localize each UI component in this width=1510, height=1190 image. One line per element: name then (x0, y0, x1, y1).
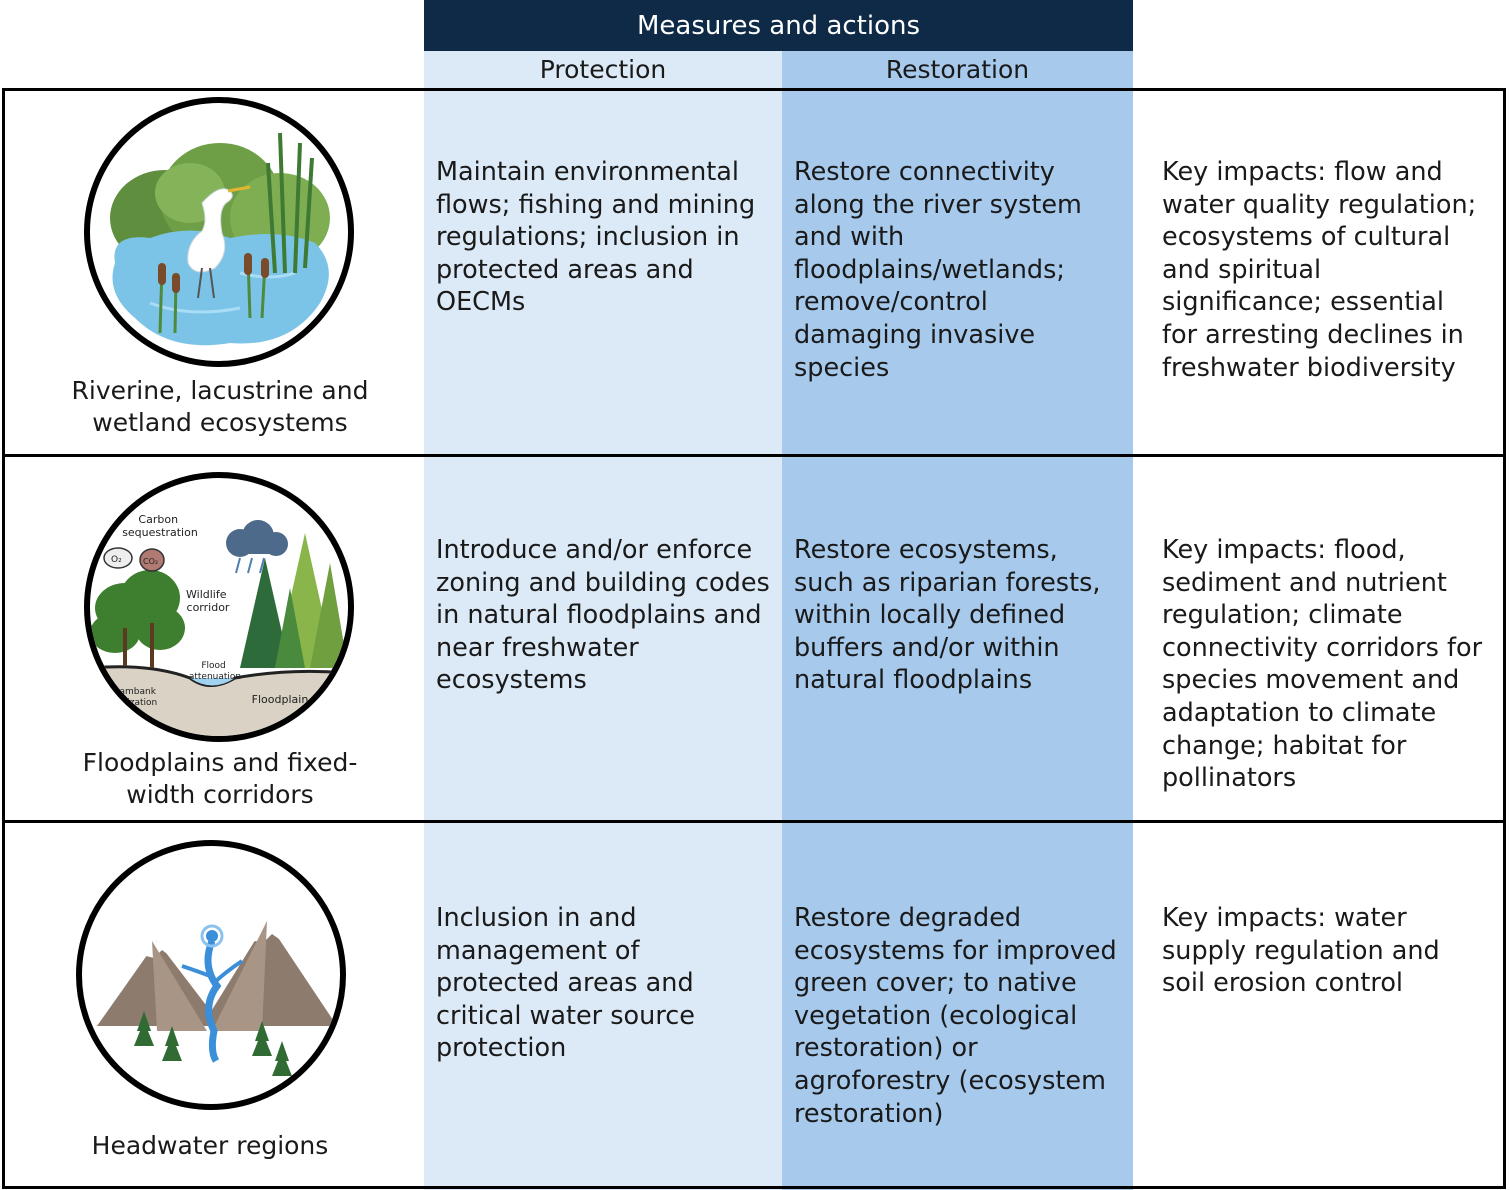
wildlife-label-line: Wildlife (186, 588, 227, 601)
floodplain-label: Floodplain (251, 693, 309, 706)
streambank-label-line: stabilization (102, 698, 158, 708)
flood-label-line: Flood (201, 661, 226, 671)
impacts-text: Key impacts: flow and water quality regulation; ecosystems of cultural and spiritual significance; essential for arresting declines in freshwater biodiversity (1162, 157, 1477, 383)
floodplain-icon (84, 472, 354, 742)
impacts-text: Key impacts: flood, sediment and nutrient regulation; climate connectivity corridors for species movement and adaptation to climate change; habitat for pollinators (1162, 535, 1483, 794)
flood-label (189, 661, 241, 682)
mountain-headwater-icon (76, 840, 346, 1110)
co2-label: CO₂ (143, 557, 159, 566)
ecosystem-label: Floodplains and fixed- width corridors (82, 748, 358, 809)
protection-text: Introduce and/or enforce zoning and building codes in natural floodplains and near freshwater ecosystems (436, 535, 770, 696)
carbon-label (122, 513, 198, 539)
wildlife-label-line: corridor (186, 601, 230, 614)
restoration-text: Restore ecosystems, such as riparian forests, within locally defined buffers and/or within natural floodplains (794, 535, 1101, 696)
measures-header: Measures and actions (424, 0, 1133, 51)
carbon-label-line: sequestration (122, 526, 198, 539)
wildlife-label (186, 588, 230, 614)
ecosystem-label: Headwater regions (91, 1131, 329, 1160)
streambank-label-line: Streambank (101, 687, 156, 697)
wetland-icon (84, 97, 354, 367)
protection-text: Maintain environmental flows; fishing and mining regulations; inclusion in protected areas and OECMs (436, 157, 756, 318)
protection-text: Inclusion in and management of protected areas and critical water source protection (436, 903, 695, 1064)
o2-label: O₂ (111, 555, 122, 565)
carbon-label-line: Carbon (138, 513, 179, 526)
impacts-text: Key impacts: water supply regulation and soil erosion control (1162, 903, 1440, 999)
restoration-header: Restoration (885, 55, 1030, 84)
flood-label-line: attenuation (188, 672, 242, 682)
restoration-text: Restore connectivity along the river system and with floodplains/wetlands; remove/control damaging invasive species (794, 157, 1082, 383)
protection-header: Protection (539, 55, 667, 84)
ecosystem-label: Riverine, lacustrine and wetland ecosystems (71, 376, 369, 437)
restoration-text: Restore degraded ecosystems for improved green cover; to native vegetation (ecological restoration) or agroforestry (ecosystem restoration) (794, 903, 1117, 1129)
